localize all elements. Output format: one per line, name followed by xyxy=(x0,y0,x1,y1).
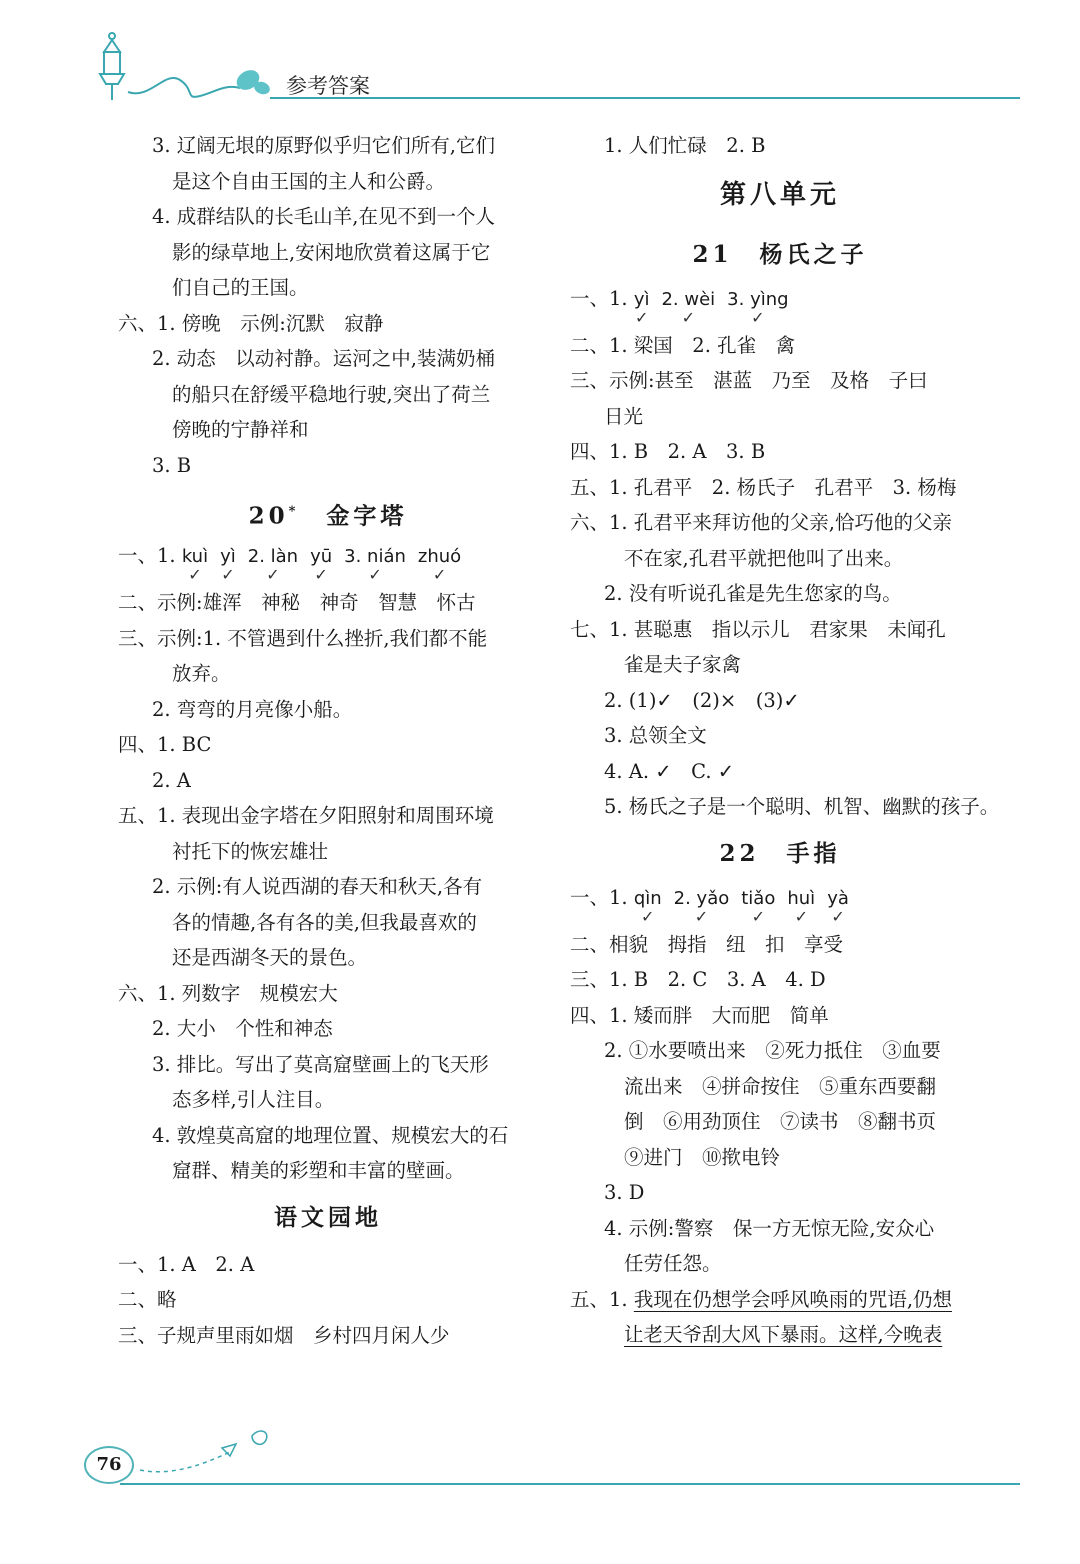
pinyin-text: 2. làn xyxy=(247,546,299,567)
answer-line: 一、1. A 2. A xyxy=(118,1252,255,1276)
answer-line: 五、1. 孔君平 2. 杨氏子 孔君平 3. 杨梅 xyxy=(570,475,957,499)
answer-line: 三、示例:甚至 湛蓝 乃至 及格 子曰 xyxy=(570,369,928,392)
answer-line: 2. 动态 以动衬静。运河之中,装满奶桶 xyxy=(152,347,496,370)
pinyin-text: yà xyxy=(827,887,849,909)
pinyin-item xyxy=(310,542,333,584)
pinyin-text: qìn xyxy=(633,887,662,909)
pinyin-text: kuì xyxy=(181,546,209,567)
left-column xyxy=(118,128,538,1353)
checkmark-icon: ✓ xyxy=(751,906,765,926)
answer-line: 任劳任怨。 xyxy=(624,1252,722,1275)
answer-line: 流出来 ④拼命按住 ⑤重东西要翻 xyxy=(624,1074,937,1098)
answer-line: 三、1. B 2. C 3. A 4. D xyxy=(570,968,826,991)
answer-line: 们自己的王国。 xyxy=(172,276,309,299)
underlined-answer: 我现在仍想学会呼风唤雨的咒语,仍想 xyxy=(633,1287,953,1311)
answer-line: 4. 成群结队的长毛山羊,在见不到一个人 xyxy=(152,205,496,228)
pinyin-item xyxy=(633,884,662,926)
answer-prefix: 一、1. xyxy=(570,286,634,310)
answer-line: 4. A. ✓ C. ✓ xyxy=(604,759,735,783)
checkmark-icon: ✓ xyxy=(681,307,696,327)
checkmark-icon: ✓ xyxy=(641,906,655,926)
pinyin-item xyxy=(787,884,816,926)
answer-line: 四、1. B 2. A 3. B xyxy=(570,440,766,463)
answer-line: 2. A xyxy=(152,768,191,792)
lesson-title: 语文园地 xyxy=(274,1203,382,1231)
swirl-line xyxy=(128,78,240,97)
checkmark-icon: ✓ xyxy=(751,307,765,327)
right-column xyxy=(570,128,1000,1353)
answer-line: 2. (1)✓ (2)× (3)✓ xyxy=(604,688,800,712)
pinyin-text: huì xyxy=(787,887,816,909)
answer-line: 2. 弯弯的月亮像小船。 xyxy=(152,697,353,721)
checkmark-icon: ✓ xyxy=(432,565,447,584)
lesson-number: 20 xyxy=(248,502,289,530)
pinyin-item xyxy=(727,285,789,327)
checkmark-icon: ✓ xyxy=(314,565,328,584)
lesson-title: 手指 xyxy=(786,839,841,867)
footer-decoration xyxy=(0,1400,1080,1560)
answer-line: 2. 示例:有人说西湖的春天和秋天,各有 xyxy=(152,875,483,898)
pinyin-text: zhuó xyxy=(417,546,462,567)
pinyin-item xyxy=(220,542,236,584)
checkmark-icon: ✓ xyxy=(266,565,280,584)
answer-line: ⑨进门 ⑩揿电铃 xyxy=(624,1145,781,1169)
pinyin-text: yì xyxy=(633,288,650,310)
lamp-icon xyxy=(100,33,124,100)
answer-line: 雀是夫子家禽 xyxy=(624,653,742,676)
answer-line: 态多样,引人注目。 xyxy=(172,1088,335,1111)
checkmark-icon: ✓ xyxy=(694,906,709,926)
answer-line: 的船只在舒缓平稳地行驶,突出了荷兰 xyxy=(172,382,491,406)
checkmark-icon: ✓ xyxy=(634,307,649,327)
answer-line: 2. 没有听说孔雀是先生您家的鸟。 xyxy=(604,582,902,605)
answer-line: 4. 示例:警察 保一方无惊无险,安众心 xyxy=(604,1216,935,1240)
answer-line: 五、1. 表现出金字塔在夕阳照射和周围环境 xyxy=(118,804,494,827)
pinyin-item xyxy=(247,542,299,584)
pinyin-item xyxy=(661,285,716,327)
section-title xyxy=(118,1189,538,1247)
answer-line: 3. 总领全文 xyxy=(604,724,707,747)
answer-line: 3. 辽阔无垠的原野似乎归它们所有,它们 xyxy=(152,134,496,157)
answer-line: 二、略 xyxy=(118,1288,177,1311)
pinyin-item xyxy=(741,884,776,926)
answer-line: 二、示例:雄浑 神秘 神奇 智慧 怀古 xyxy=(118,591,476,614)
checkmark-icon: ✓ xyxy=(831,906,845,926)
checkmark-icon: ✓ xyxy=(221,565,235,584)
answer-line: 倒 ⑥用劲顶住 ⑦读书 ⑧翻书页 xyxy=(624,1110,937,1133)
answer-line xyxy=(570,1282,990,1318)
page-number: 76 xyxy=(84,1446,134,1484)
answer-line: 四、1. BC xyxy=(118,733,212,756)
pinyin-item xyxy=(633,285,650,327)
answer-prefix: 一、1. xyxy=(118,544,182,567)
answer-line: 六、1. 傍晚 示例:沉默 寂静 xyxy=(118,311,384,335)
pinyin-text: yì xyxy=(220,546,236,567)
pinyin-text: yū xyxy=(310,546,333,567)
lesson-title: 金字塔 xyxy=(326,502,408,530)
answer-line: 二、相貌 拇指 纽 扣 享受 xyxy=(570,932,844,956)
answer-line: 六、1. 孔君平来拜访他的父亲,恰巧他的父亲 xyxy=(570,511,953,534)
pinyin-text: 2. yǎo xyxy=(673,887,730,909)
pinyin-item xyxy=(827,884,849,926)
pinyin-text: tiǎo xyxy=(741,887,776,909)
answer-line: 影的绿草地上,安闲地欣赏着这属于它 xyxy=(172,240,491,264)
checkmark-icon: ✓ xyxy=(794,906,808,926)
answer-line: 5. 杨氏之子是一个聪明、机智、幽默的孩子。 xyxy=(604,795,1000,818)
header-title: 参考答案 xyxy=(286,74,370,98)
section-title xyxy=(570,825,990,883)
butterfly-icon xyxy=(233,66,271,96)
underlined-answer: 让老天爷刮大风下暴雨。这样,今晚表 xyxy=(624,1323,943,1346)
answer-line: 是这个自由王国的主人和公爵。 xyxy=(172,169,446,193)
answer-line: 日光 xyxy=(604,404,644,428)
page-header xyxy=(0,0,1080,110)
lesson-title: 杨氏之子 xyxy=(759,240,868,268)
answer-line: 傍晚的宁静祥和 xyxy=(172,418,309,441)
answer-line: 三、示例:1. 不管遇到什么挫折,我们都不能 xyxy=(118,626,488,650)
pinyin-answer-line xyxy=(570,284,990,328)
answer-line: 2. ①水要喷出来 ②死力抵住 ③血要 xyxy=(604,1039,941,1062)
answer-prefix: 五、1. xyxy=(570,1287,634,1311)
answer-line: 二、1. 梁国 2. 孔雀 禽 xyxy=(570,333,796,357)
answer-line: 放弃。 xyxy=(172,662,231,685)
answer-line: 不在家,孔君平就把他叫了出来。 xyxy=(624,546,904,570)
answer-line: 2. 大小 个性和神态 xyxy=(152,1017,333,1040)
lesson-number: 22 xyxy=(719,839,760,867)
answer-line: 3. D xyxy=(604,1181,645,1204)
answer-line: 3. 排比。写出了莫高窟壁画上的飞天形 xyxy=(152,1052,489,1076)
answer-line: 还是西湖冬天的景色。 xyxy=(172,946,368,969)
answer-line: 四、1. 矮而胖 大而肥 简单 xyxy=(570,1003,829,1027)
pinyin-text: 3. nián xyxy=(344,546,406,567)
pinyin-text: 2. wèi xyxy=(661,288,716,310)
answer-line: 3. B xyxy=(152,453,192,477)
answer-line: 六、1. 列数字 规模宏大 xyxy=(118,981,338,1005)
pinyin-text: 3. yìng xyxy=(727,288,789,310)
pinyin-item xyxy=(673,884,730,926)
checkmark-icon: ✓ xyxy=(188,565,202,584)
page-footer xyxy=(0,1400,1080,1560)
lesson-star: * xyxy=(288,504,300,519)
pinyin-item xyxy=(417,542,462,584)
answer-line: 衬托下的恢宏雄壮 xyxy=(172,839,329,863)
pinyin-item xyxy=(344,542,406,584)
header-decoration xyxy=(0,0,1080,110)
pinyin-answer-line xyxy=(118,541,538,585)
answer-line: 窟群、精美的彩塑和丰富的壁画。 xyxy=(172,1159,465,1182)
answer-line: 各的情趣,各有各的美,但我最喜欢的 xyxy=(172,910,477,934)
answer-line: 七、1. 甚聪惠 指以示儿 君家果 未闻孔 xyxy=(570,617,946,641)
answer-line: 4. 敦煌莫高窟的地理位置、规模宏大的石 xyxy=(152,1123,509,1147)
section-title xyxy=(118,483,538,541)
section-title xyxy=(570,226,990,284)
pinyin-answer-line xyxy=(570,883,990,927)
pinyin-item xyxy=(181,542,209,584)
answer-line: 1. 人们忙碌 2. B xyxy=(604,134,766,157)
unit-title: 第八单元 xyxy=(719,179,840,210)
checkmark-icon: ✓ xyxy=(368,565,382,584)
answer-line: 三、子规声里雨如烟 乡村四月闲人少 xyxy=(118,1323,450,1347)
answer-line xyxy=(570,1317,990,1353)
lesson-number: 21 xyxy=(692,240,733,268)
answer-prefix: 一、1. xyxy=(570,885,634,909)
